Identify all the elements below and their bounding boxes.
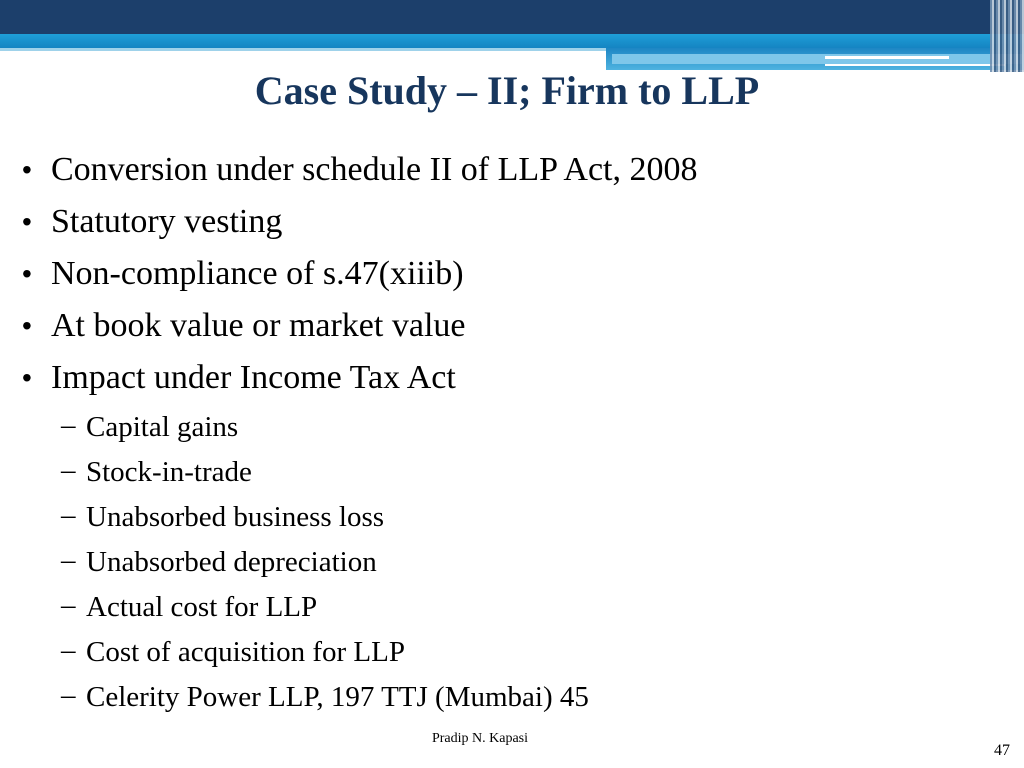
sub-bullet-text: Celerity Power LLP, 197 TTJ (Mumbai) 45 [86, 681, 589, 713]
sub-bullet-item [22, 587, 1002, 632]
sub-bullet-marker: – [61, 409, 76, 441]
sub-bullet-marker: – [61, 589, 76, 621]
bullet-marker: • [22, 206, 32, 237]
bullet-text: Statutory vesting [51, 203, 283, 240]
sub-bullet-marker: – [61, 499, 76, 531]
header-band-shadow [0, 48, 606, 51]
bullet-item [22, 303, 1002, 355]
bullet-text: At book value or market value [51, 307, 466, 344]
sub-bullet-text: Actual cost for LLP [86, 591, 318, 623]
bullet-text: Conversion under schedule II of LLP Act, 2008 [51, 151, 698, 188]
header-band-dark [0, 0, 1024, 34]
header-band-highlight [825, 56, 949, 59]
sub-bullet-item [22, 632, 1002, 677]
sub-bullet-text: Unabsorbed depreciation [86, 546, 377, 578]
sub-bullet-text: Cost of acquisition for LLP [86, 636, 405, 668]
sub-bullet-text: Capital gains [86, 411, 239, 443]
bullet-marker: • [22, 310, 32, 341]
sub-bullet-text: Unabsorbed business loss [86, 501, 385, 533]
sub-bullet-item [22, 542, 1002, 587]
bullet-marker: • [22, 154, 32, 185]
bullet-marker: • [22, 258, 32, 289]
sub-bullet-marker: – [61, 454, 76, 486]
bullet-item [22, 355, 1002, 407]
header-band-stripes [990, 0, 1024, 72]
bullet-text: Impact under Income Tax Act [51, 359, 456, 396]
header-band-light [0, 34, 1024, 48]
bullet-item [22, 199, 1002, 251]
footer-author: Pradip N. Kapasi [431, 731, 529, 746]
bullet-item [22, 147, 1002, 199]
sub-bullet-item [22, 407, 1002, 452]
sub-bullet-marker: – [61, 634, 76, 666]
bullet-item [22, 251, 1002, 303]
sub-bullet-item [22, 452, 1002, 497]
header-band-tab-inner [612, 54, 1022, 64]
sub-bullet-text: Stock-in-trade [86, 456, 252, 488]
slide-title: Case Study – II; Firm to LLP [254, 68, 760, 113]
sub-bullet-marker: – [61, 679, 76, 711]
bullet-text: Non-compliance of s.47(xiiib) [51, 255, 464, 292]
sub-bullet-item [22, 677, 1002, 722]
bullet-marker: • [22, 362, 32, 393]
sub-bullet-item [22, 497, 1002, 542]
slide-content [22, 147, 1002, 722]
sub-bullet-marker: – [61, 544, 76, 576]
page-number: 47 [994, 742, 1010, 759]
